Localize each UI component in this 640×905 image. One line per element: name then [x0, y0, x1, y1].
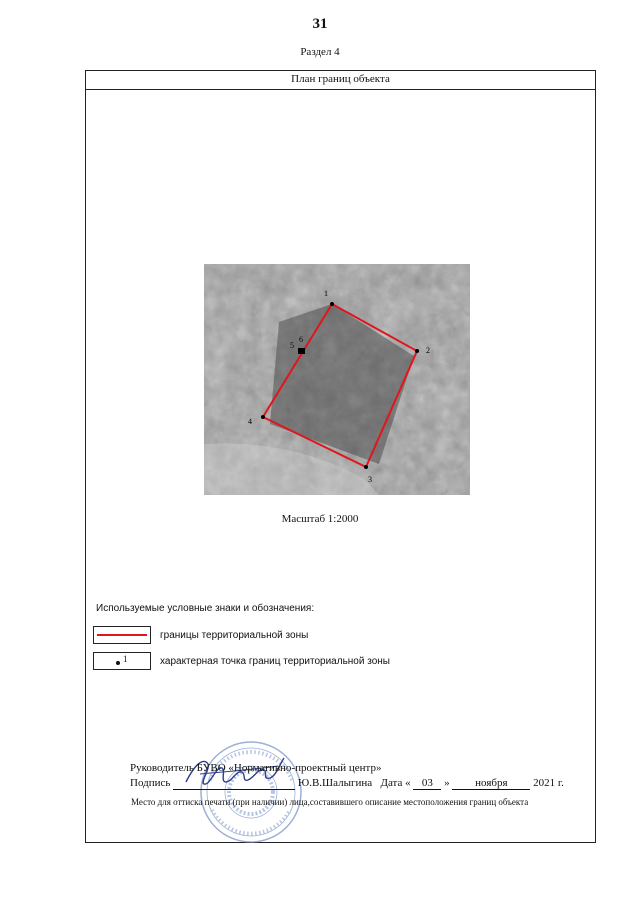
- head-line: Руководитель БУВО «Нормативно-проектный центр»: [130, 762, 382, 774]
- point-label-3: 3: [368, 475, 372, 484]
- legend-symbol-point: [93, 652, 151, 670]
- point-label-5: 5: [290, 341, 294, 350]
- point-5-6-marker: [298, 348, 305, 354]
- point-label-6: 6: [299, 335, 303, 344]
- date-year: 2021 г.: [533, 777, 564, 789]
- sign-label: Подпись: [130, 777, 171, 789]
- point-4-marker: [261, 415, 265, 419]
- red-line-symbol: [97, 634, 147, 636]
- aerial-map: [204, 264, 470, 495]
- point-2-marker: [415, 349, 419, 353]
- date-label: Дата «: [380, 777, 411, 789]
- date-month: ноября: [452, 777, 530, 790]
- date-day: 03: [413, 777, 441, 790]
- point-symbol-label: 1: [123, 654, 128, 664]
- point-label-2: 2: [426, 346, 430, 355]
- point-label-4: 4: [248, 417, 252, 426]
- legend-text-point: характерная точка границ территориальной зоны: [160, 656, 390, 667]
- legend-text-boundary: границы территориальной зоны: [160, 630, 309, 641]
- point-1-marker: [330, 302, 334, 306]
- signature-line: [130, 777, 564, 790]
- point-symbol: [116, 661, 120, 665]
- signature-blank: [173, 777, 295, 790]
- stamp-place-note: Место для оттиска печати (при наличии) лица,составившего описание местоположения границ объекта: [131, 797, 529, 807]
- page-number: 31: [312, 16, 328, 32]
- legend-title: Используемые условные знаки и обозначения:: [96, 603, 315, 614]
- point-3-marker: [364, 465, 368, 469]
- date-quote-close: »: [444, 777, 450, 789]
- legend-symbol-boundary: [93, 626, 151, 644]
- frame-title: План границ объекта: [85, 70, 596, 90]
- signer-name: Ю.В.Шалыгина: [297, 777, 373, 789]
- point-label-1: 1: [324, 289, 328, 298]
- scale-label: Масштаб 1:2000: [281, 513, 359, 525]
- section-label: Раздел 4: [300, 46, 340, 58]
